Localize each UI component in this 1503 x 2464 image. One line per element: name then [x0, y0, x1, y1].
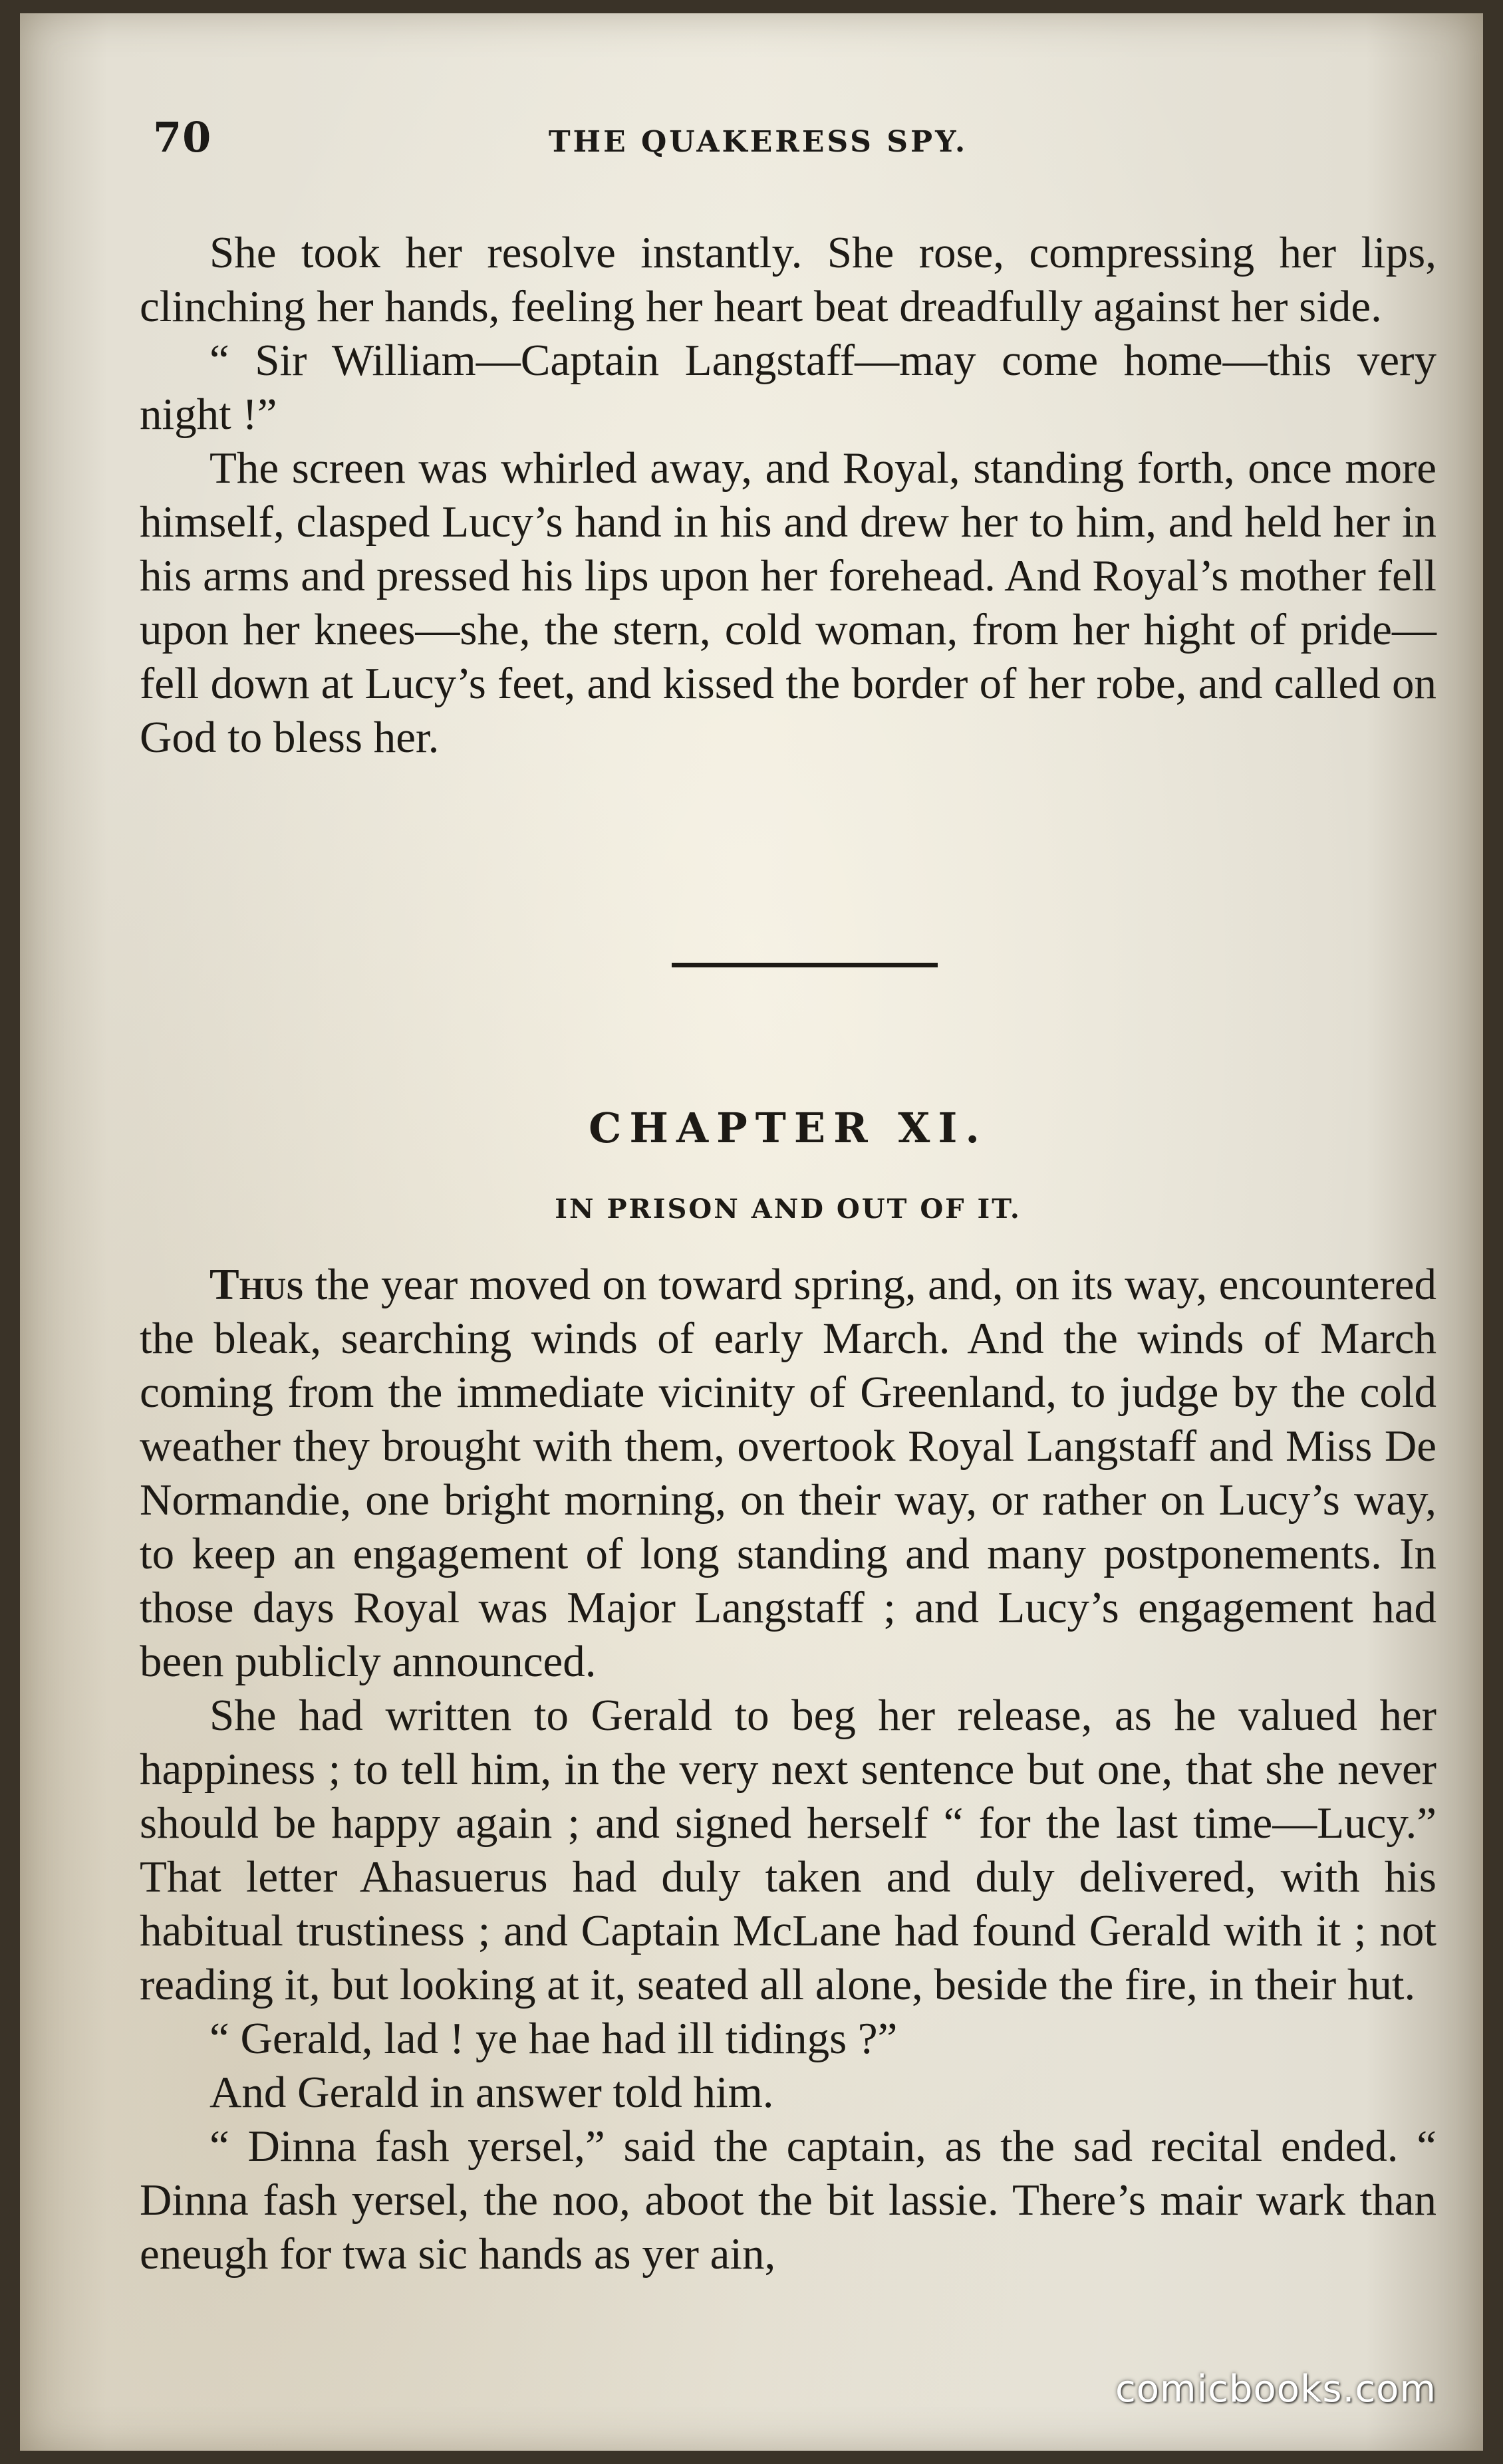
chapter-title: CHAPTER XI. — [589, 1104, 988, 1152]
paragraph: And Gerald in answer told him. — [209, 2068, 774, 2117]
paragraph-opening — [140, 1258, 1436, 1689]
paragraph: “ Sir William—Captain Langstaff—may come home—this very night !” — [140, 336, 1436, 439]
section-divider-rule — [672, 963, 938, 967]
paragraph: The screen was whirled away, and Royal, standing forth, once more himself, clasped Lucy’s hand in his and drew her to him, and held her in his arms and pressed his lips upon her forehead. And Royal’s mother fell upon her knees—she, the stern, cold woman, from her hight of pride—fell down at Lucy’s feet, and kissed the border of her robe, and called on God to bless her. — [140, 443, 1436, 762]
chapter-subtitle: IN PRISON AND OUT OF IT. — [555, 1193, 1022, 1225]
page-number: 70 — [153, 113, 212, 162]
book-page — [20, 13, 1483, 2451]
book-title: THE QUAKERESS SPY. — [548, 125, 968, 159]
section-one-text — [140, 226, 1436, 765]
opening-word: Thus — [209, 1260, 304, 1309]
paragraph: She took her resolve instantly. She rose, compressing her lips, clinching her hands, feeling her heart beat dreadfully against her side. — [140, 228, 1436, 331]
running-head — [153, 113, 1363, 173]
watermark-text: comicbooks.com — [1115, 2368, 1436, 2411]
paragraph: She had written to Gerald to beg her release, as he valued her happiness ; to tell him, in the very next sentence but one, that she never should be happy again ; and signed herself “ for the last time—Lucy.” That letter Ahasuerus had duly taken and duly delivered, with his habitual trustiness ; and Captain McLane had found Gerald with it ; not reading it, but looking at it, seated all alone, beside the fire, in their hut. — [140, 1691, 1436, 2009]
paragraph: “ Dinna fash yersel,” said the captain, as the sad recital ended. “ Dinna fash yersel, the noo, aboot the bit lassie. There’s mair wark than eneugh for twa sic hands as yer ain, — [140, 2122, 1436, 2279]
paragraph: “ Gerald, lad ! ye hae had ill tidings ?” — [209, 2014, 898, 2063]
opening-paragraph-text: the year moved on toward spring, and, on its way, encountered the bleak, searching winds of early March. And the winds of March coming from the immediate vicinity of Greenland, to judge by the cold weather they brought with them, overtook Royal Langstaff and Miss De Normandie, one bright morning, on their way, or rather on Lucy’s way, to keep an engagement of long standing and many postponements. In those days Royal was Major Langstaff ; and Lucy’s engagement had been publicly announced. — [140, 1260, 1436, 1686]
section-two-text — [140, 1258, 1436, 2281]
